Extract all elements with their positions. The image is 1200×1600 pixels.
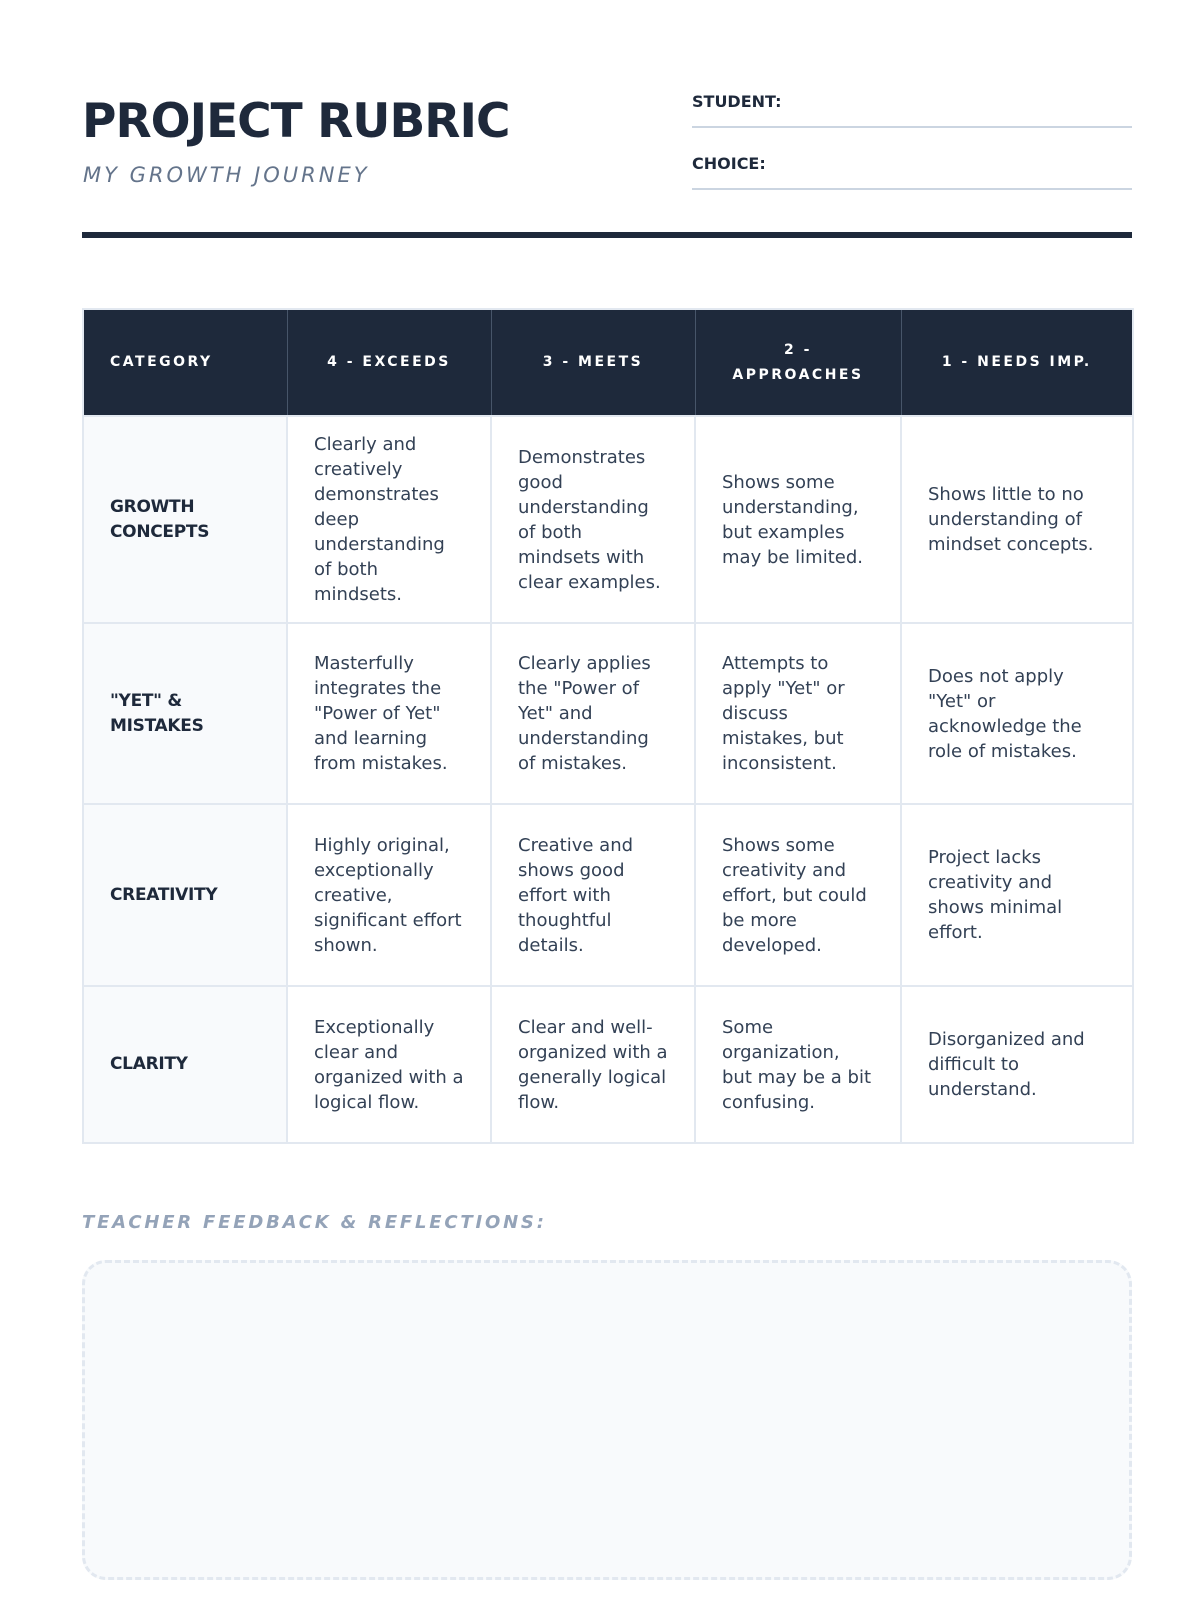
column-header-exceeds: 4 - EXCEEDS	[287, 309, 491, 416]
table-row	[83, 416, 1133, 623]
feedback-heading: TEACHER FEEDBACK & REFLECTIONS:	[82, 1212, 547, 1233]
criteria-cell: Clearly and creatively demonstrates deep understanding of both mindsets.	[287, 416, 491, 623]
table-row	[83, 623, 1133, 804]
criteria-cell: Does not apply "Yet" or acknowledge the role of mistakes.	[901, 623, 1133, 804]
rubric-page	[82, 0, 1132, 1600]
category-cell: GROWTH CONCEPTS	[83, 416, 287, 623]
criteria-cell: Attempts to apply "Yet" or discuss mistakes, but inconsistent.	[695, 623, 901, 804]
criteria-cell: Shows little to no understanding of mindset concepts.	[901, 416, 1133, 623]
table-header-row	[83, 309, 1133, 416]
student-label: STUDENT:	[692, 92, 782, 111]
criteria-cell: Clear and well-organized with a generally logical flow.	[491, 986, 695, 1143]
table-row	[83, 804, 1133, 986]
header-divider	[82, 232, 1132, 238]
criteria-cell: Masterfully integrates the "Power of Yet" and learning from mistakes.	[287, 623, 491, 804]
column-header-category: CATEGORY	[83, 309, 287, 416]
page-subtitle: MY GROWTH JOURNEY	[83, 163, 370, 187]
choice-label: CHOICE:	[692, 154, 766, 173]
page-title: PROJECT RUBRIC	[82, 94, 510, 149]
header	[82, 88, 1132, 238]
category-cell: CLARITY	[83, 986, 287, 1143]
table-row	[83, 986, 1133, 1143]
column-header-approaches: 2 - APPROACHES	[695, 309, 901, 416]
column-header-needs-improvement: 1 - NEEDS IMP.	[901, 309, 1133, 416]
criteria-cell: Disorganized and difficult to understand.	[901, 986, 1133, 1143]
criteria-cell: Shows some creativity and effort, but could be more developed.	[695, 804, 901, 986]
choice-field[interactable]	[692, 150, 1132, 190]
criteria-cell: Project lacks creativity and shows minimal effort.	[901, 804, 1133, 986]
feedback-textarea[interactable]	[82, 1260, 1132, 1580]
criteria-cell: Exceptionally clear and organized with a logical flow.	[287, 986, 491, 1143]
category-cell: "YET" & MISTAKES	[83, 623, 287, 804]
criteria-cell: Clearly applies the "Power of Yet" and understanding of mistakes.	[491, 623, 695, 804]
rubric-table	[82, 308, 1134, 1144]
criteria-cell: Some organization, but may be a bit confusing.	[695, 986, 901, 1143]
student-field[interactable]	[692, 88, 1132, 128]
criteria-cell: Creative and shows good effort with thoughtful details.	[491, 804, 695, 986]
category-cell: CREATIVITY	[83, 804, 287, 986]
criteria-cell: Highly original, exceptionally creative, significant effort shown.	[287, 804, 491, 986]
criteria-cell: Demonstrates good understanding of both mindsets with clear examples.	[491, 416, 695, 623]
criteria-cell: Shows some understanding, but examples may be limited.	[695, 416, 901, 623]
column-header-meets: 3 - MEETS	[491, 309, 695, 416]
